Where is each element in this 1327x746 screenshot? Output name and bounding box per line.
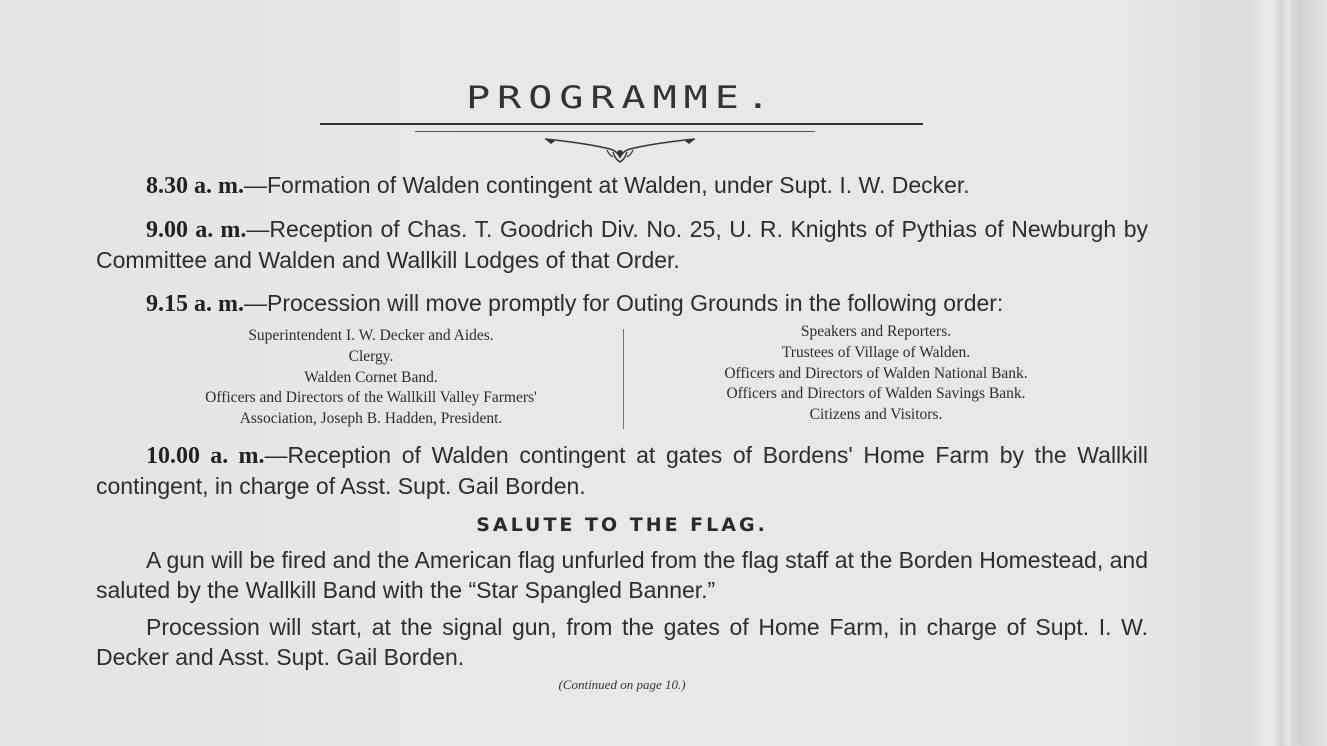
procession-right-column xyxy=(656,322,1096,426)
procession-item: Superintendent I. W. Decker and Aides. xyxy=(248,327,494,344)
page-gutter-shadow xyxy=(1268,0,1290,746)
title-rule-thin xyxy=(415,131,815,132)
procession-item: Clergy. xyxy=(348,347,394,365)
procession-item: Trustees of Village of Walden. xyxy=(781,343,971,361)
programme-entry-830 xyxy=(96,170,1148,201)
entry-text: —Formation of Walden contingent at Walden, under Supt. I. W. Decker. xyxy=(244,172,970,198)
procession-item: Walden Cornet Band. xyxy=(304,368,438,386)
salute-paragraph-2 xyxy=(96,612,1148,672)
procession-item: Officers and Directors of Walden National Bank. xyxy=(724,364,1028,382)
salute-heading: SALUTE TO THE FLAG. xyxy=(476,514,768,536)
programme-entry-1000 xyxy=(96,440,1148,501)
entry-text: —Procession will move promptly for Outing Grounds in the following order: xyxy=(244,290,1004,316)
page-title: PROGRAMME. xyxy=(466,80,777,116)
column-divider xyxy=(623,329,624,429)
entry-text: —Reception of Walden contingent at gates of Bordens' Home Farm by the Wallkill contingent, in charge of Asst. Supt. Gail Borden. xyxy=(96,442,1148,499)
programme-entry-900 xyxy=(96,214,1148,275)
ornament-icon xyxy=(545,135,695,165)
procession-item: Officers and Directors of Walden Savings Bank. xyxy=(726,385,1026,403)
procession-order xyxy=(96,323,1148,430)
procession-item: Officers and Directors of the Wallkill Valley Farmers' xyxy=(205,389,537,407)
procession-item: Association, Joseph B. Hadden, President. xyxy=(239,410,503,428)
procession-item: Speakers and Reporters. xyxy=(800,323,952,340)
salute-paragraph-1 xyxy=(96,545,1148,605)
entry-time: 9.00 a. m. xyxy=(146,217,247,243)
programme-entry-915 xyxy=(96,288,1148,319)
procession-item: Citizens and Visitors. xyxy=(809,406,943,424)
paragraph-text: Procession will start, at the signal gun, from the gates of Home Farm, in charge of Supt. I. W. Decker and Asst. Supt. Gail Borden. xyxy=(96,614,1148,670)
entry-time: 9.15 a. m. xyxy=(146,291,244,317)
procession-left-column xyxy=(136,326,606,430)
entry-time: 8.30 a. m. xyxy=(146,173,244,199)
continued-note: (Continued on page 10.) xyxy=(558,677,686,692)
entry-time: 10.00 a. m. xyxy=(146,443,265,469)
entry-text: —Reception of Chas. T. Goodrich Div. No. 25, U. R. Knights of Pythias of Newburgh by Committee and Walden and Wallkill Lodges of that Order. xyxy=(96,216,1148,273)
paragraph-text: A gun will be fired and the American flag unfurled from the flag staff at the Borden Homestead, and saluted by the Wallkill Band with the “Star Spangled Banner.” xyxy=(96,547,1148,603)
title-rule-thick xyxy=(320,123,923,125)
